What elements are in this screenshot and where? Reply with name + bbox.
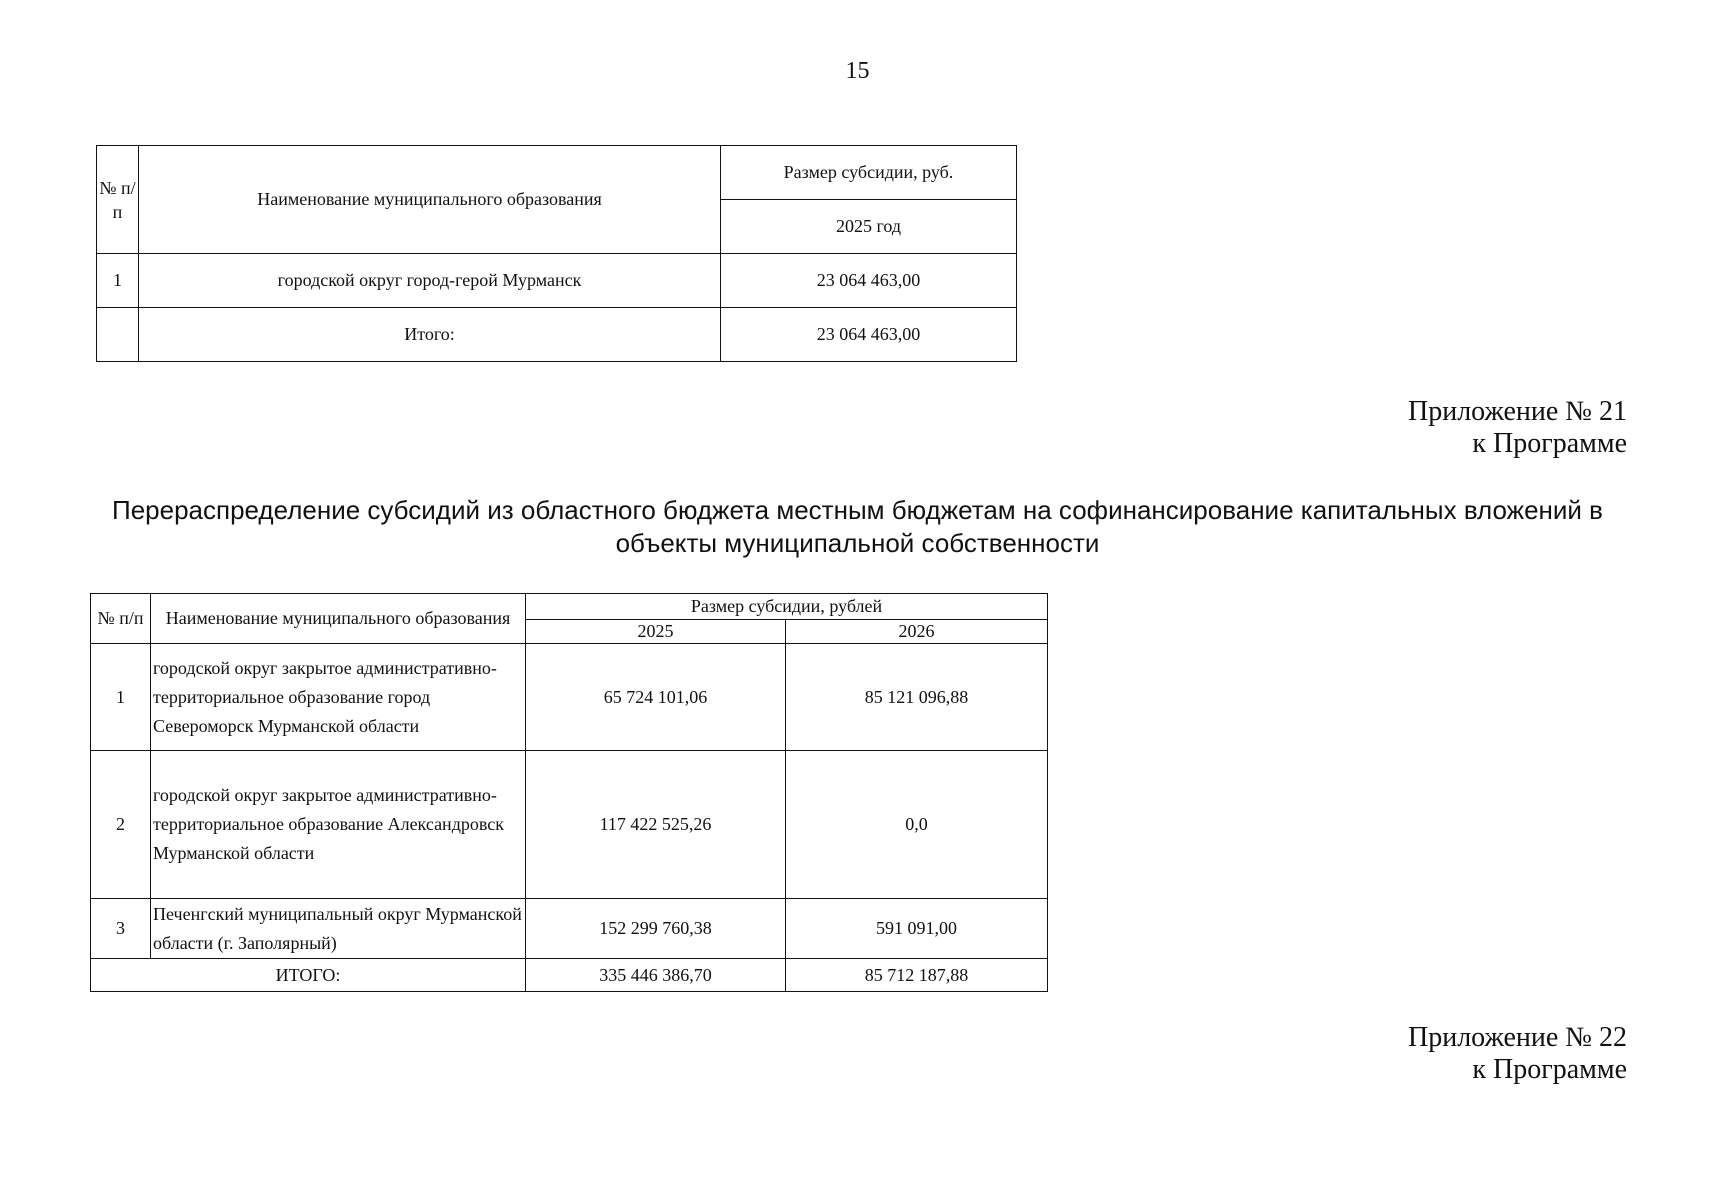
table1-header-subsidy: Размер субсидии, руб. [721, 146, 1017, 200]
table2-total-2026: 85 712 187,88 [786, 959, 1048, 992]
table2-row-value-2025: 152 299 760,38 [526, 899, 786, 959]
table2-row-num: 1 [91, 644, 151, 751]
table1-row-name: городской округ город-герой Мурманск [139, 254, 721, 308]
table-row [91, 644, 1048, 751]
table2-row-name: городской округ закрытое административно-территориальное образование Александровск Мурманской области [151, 751, 526, 899]
table2-row-num: 3 [91, 899, 151, 959]
table2-row-value-2026: 0,0 [786, 751, 1048, 899]
table1-total-value: 23 064 463,00 [721, 308, 1017, 362]
section-title: Перераспределение субсидий из областного бюджета местным бюджетам на софинансирование капитальных вложений в объекты муниципальной собственности [112, 495, 1603, 558]
table2-row-value-2025: 65 724 101,06 [526, 644, 786, 751]
appendix-22-caption [1408, 1022, 1627, 1086]
table-total-row [97, 308, 1017, 362]
table-row [91, 899, 1048, 959]
appendix-22-title: Приложение № 22 [1408, 1022, 1627, 1053]
table2-row-name: городской округ закрытое административно-территориальное образование город Североморск Мурманской области [151, 644, 526, 751]
table2-header-year-2025: 2025 [526, 620, 786, 644]
table1-total-label: Итого: [139, 308, 721, 362]
table2-row-value-2026: 85 121 096,88 [786, 644, 1048, 751]
table2-total-label: ИТОГО: [91, 959, 526, 992]
table2-header-subsidy: Размер субсидии, рублей [526, 594, 1048, 620]
appendix-22-subtitle: к Программе [1472, 1054, 1627, 1085]
table-row [91, 751, 1048, 899]
table2-row-value-2025: 117 422 525,26 [526, 751, 786, 899]
table2-row-num: 2 [91, 751, 151, 899]
table2-header-num: № п/п [91, 594, 151, 644]
table1-header-name: Наименование муниципального образования [139, 146, 721, 254]
table1-row-value: 23 064 463,00 [721, 254, 1017, 308]
subsidy-table-2025 [96, 145, 1017, 362]
table1-total-num [97, 308, 139, 362]
table2-row-name: Печенгский муниципальный округ Мурманской области (г. Заполярный) [151, 899, 526, 959]
page-number: 15 [845, 58, 870, 84]
table2-total-2025: 335 446 386,70 [526, 959, 786, 992]
table1-header-num: № п/п [97, 146, 139, 254]
table2-header-year-2026: 2026 [786, 620, 1048, 644]
table1-header-year: 2025 год [721, 200, 1017, 254]
table-total-row [91, 959, 1048, 992]
table1-row-num: 1 [97, 254, 139, 308]
subsidy-redistribution-table [90, 593, 1048, 992]
appendix-21-caption [1408, 396, 1627, 460]
appendix-21-title: Приложение № 21 [1408, 396, 1627, 427]
appendix-21-subtitle: к Программе [1472, 428, 1627, 459]
table2-header-name: Наименование муниципального образования [151, 594, 526, 644]
table2-row-value-2026: 591 091,00 [786, 899, 1048, 959]
table-row [97, 254, 1017, 308]
